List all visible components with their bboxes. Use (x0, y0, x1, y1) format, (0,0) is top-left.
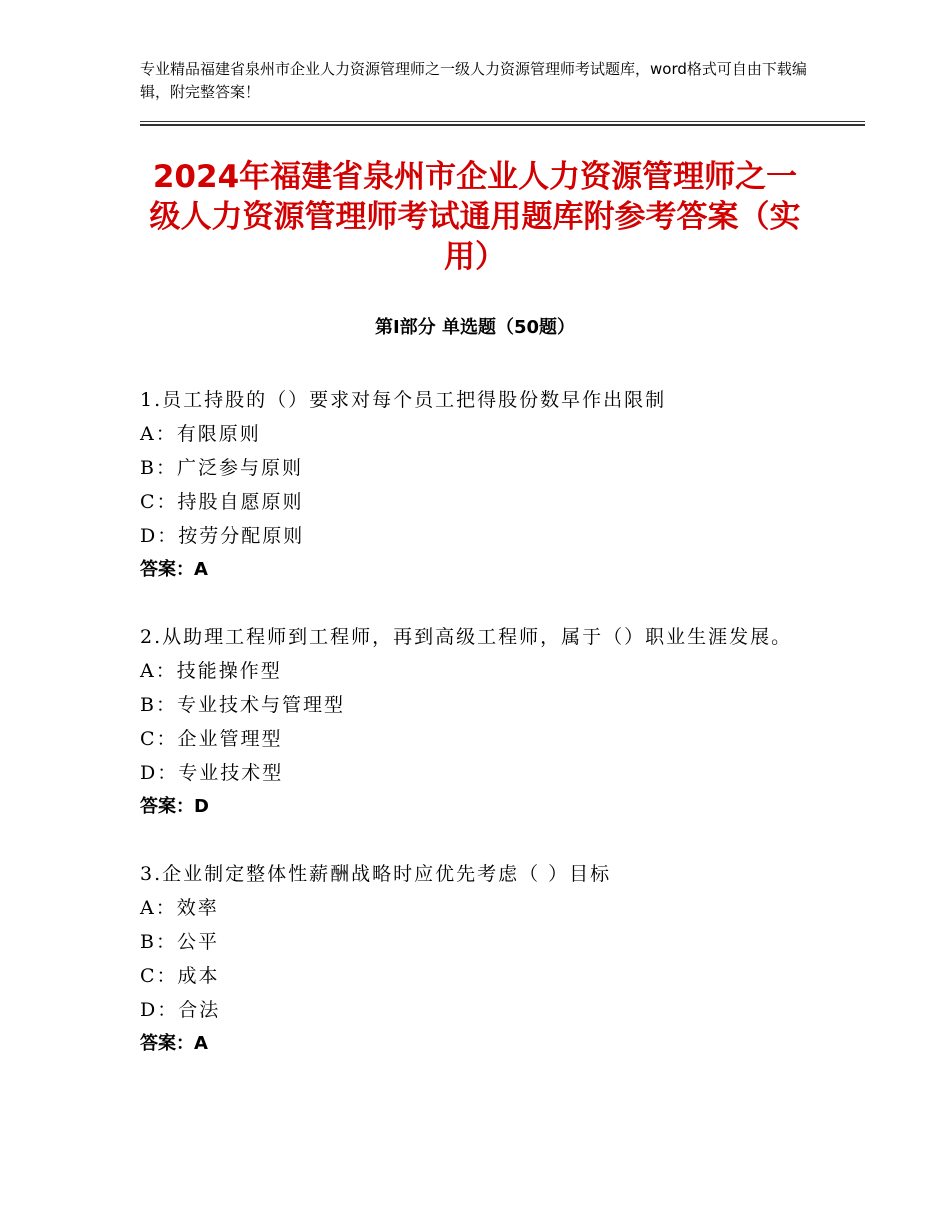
option-a: A：效率 (140, 897, 219, 919)
option-d: D：专业技术型 (140, 762, 284, 784)
question-3 (140, 857, 800, 1061)
question-list (140, 383, 800, 1094)
header-note: 专业精品福建省泉州市企业人力资源管理师之一级人力资源管理师考试题库，word格式可自由下载编辑，附完整答案！ (140, 60, 807, 101)
document-title: 2024年福建省泉州市企业人力资源管理师之一级人力资源管理师考试通用题库附参考答案（实用） (149, 159, 801, 275)
answer: 答案：D (140, 796, 209, 817)
option-b: B：广泛参与原则 (140, 457, 303, 479)
answer: 答案：A (140, 1033, 208, 1054)
answer: 答案：A (140, 559, 208, 580)
question-stem: 2.从助理工程师到工程师，再到高级工程师，属于（）职业生涯发展。 (140, 626, 793, 648)
header-divider-thin (140, 121, 865, 122)
option-a: A：技能操作型 (140, 660, 282, 682)
option-c: C：企业管理型 (140, 728, 283, 750)
question-2 (140, 620, 800, 824)
option-b: B：专业技术与管理型 (140, 694, 345, 716)
option-b: B：公平 (140, 931, 219, 953)
option-d: D：按劳分配原则 (140, 525, 305, 547)
question-stem: 3.企业制定整体性薪酬战略时应优先考虑（ ）目标 (140, 863, 612, 885)
option-a: A：有限原则 (140, 423, 261, 445)
section-title: 第Ⅰ部分 单选题（50题） (374, 317, 575, 338)
option-c: C：成本 (140, 965, 220, 987)
question-1 (140, 383, 800, 587)
header-divider-thick (140, 124, 865, 126)
option-c: C：持股自愿原则 (140, 491, 304, 513)
option-d: D：合法 (140, 999, 221, 1021)
question-stem: 1.员工持股的（）要求对每个员工把得股份数早作出限制 (140, 389, 667, 411)
